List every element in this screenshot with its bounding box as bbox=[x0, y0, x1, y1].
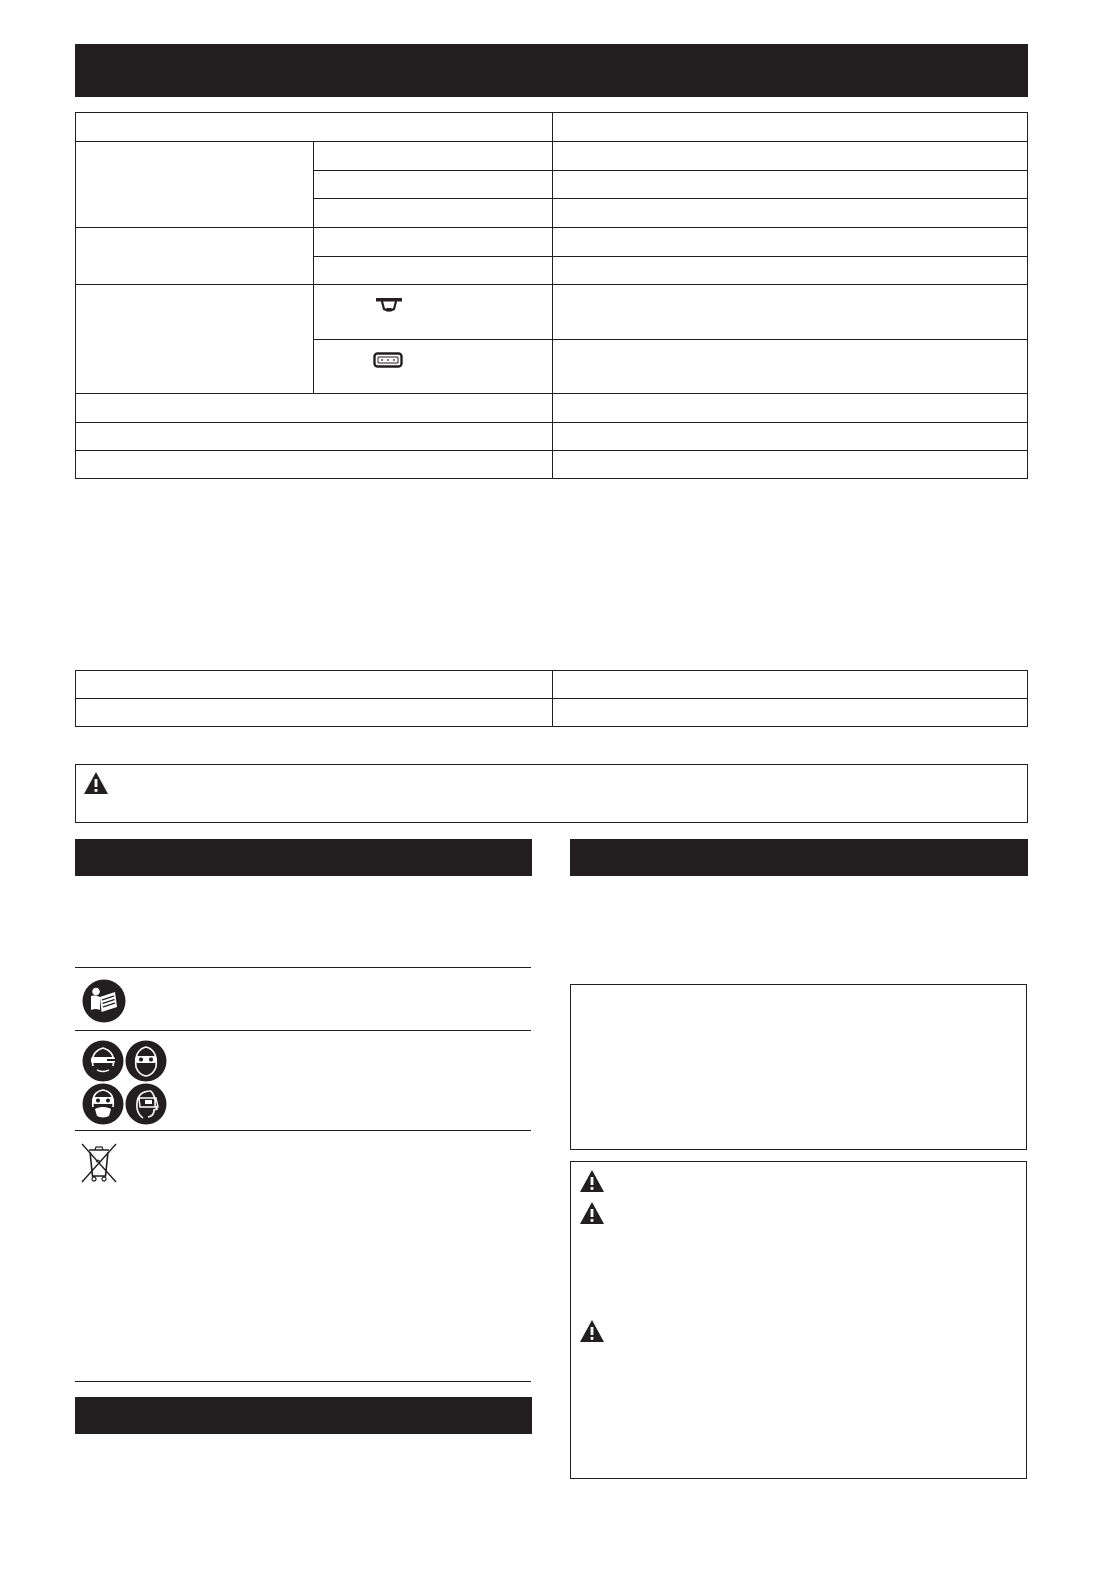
battery-table bbox=[75, 670, 1028, 727]
spec-value bbox=[552, 256, 1028, 284]
page-header-bar bbox=[75, 44, 1028, 97]
spec-value bbox=[552, 450, 1028, 479]
battery-label bbox=[75, 698, 552, 727]
symbols-section-title bbox=[75, 839, 532, 857]
spec-group-label bbox=[75, 284, 313, 393]
spec-label bbox=[75, 393, 552, 422]
specifications-table bbox=[75, 112, 1028, 479]
right-section-title bbox=[570, 839, 1028, 857]
spec-value bbox=[552, 198, 1028, 227]
symbol-description bbox=[180, 1040, 528, 1124]
notice-text bbox=[571, 985, 1026, 1149]
read-manual-icon bbox=[81, 979, 127, 1023]
safety-warnings-box bbox=[570, 1161, 1027, 1479]
spec-value bbox=[552, 170, 1028, 198]
ear-protection-icon bbox=[82, 1040, 124, 1082]
warning-triangle-icon bbox=[579, 1169, 605, 1193]
symbols-divider bbox=[75, 967, 531, 968]
warning-text bbox=[611, 1167, 1021, 1195]
spec-value bbox=[552, 284, 1028, 339]
notice-box bbox=[570, 984, 1027, 1150]
spec-label bbox=[75, 422, 552, 450]
spec-value bbox=[552, 422, 1028, 450]
warning-triangle-icon bbox=[579, 1319, 605, 1343]
symbol-description bbox=[130, 1142, 528, 1372]
spec-value bbox=[552, 227, 1028, 256]
spec-label bbox=[313, 227, 552, 256]
symbols-divider bbox=[75, 1381, 531, 1382]
spec-label bbox=[313, 198, 552, 227]
warning-text bbox=[116, 769, 1016, 819]
spec-value bbox=[552, 393, 1028, 422]
spec-group-label bbox=[75, 141, 313, 227]
second-section-header bbox=[75, 1397, 532, 1434]
symbols-divider bbox=[75, 1130, 531, 1131]
spec-label bbox=[313, 141, 552, 170]
page-title bbox=[75, 44, 1028, 68]
spec-value bbox=[552, 339, 1028, 393]
dust-mask-icon bbox=[82, 1083, 124, 1125]
spec-label bbox=[75, 112, 552, 141]
warning-text bbox=[611, 1317, 1021, 1467]
right-section-header bbox=[570, 839, 1028, 876]
wire-cup-brush-icon bbox=[373, 352, 403, 368]
battery-value bbox=[552, 670, 1028, 698]
grinding-wheel-icon bbox=[375, 296, 403, 314]
warning-triangle-icon bbox=[579, 1201, 605, 1225]
spec-label bbox=[313, 170, 552, 198]
symbol-description bbox=[140, 978, 528, 1024]
warning-triangle-icon bbox=[83, 771, 109, 795]
warning-text bbox=[611, 1199, 1021, 1309]
spec-label bbox=[313, 256, 552, 284]
battery-label bbox=[75, 670, 552, 698]
warning-box bbox=[75, 764, 1028, 823]
battery-value bbox=[552, 698, 1028, 727]
spec-value bbox=[552, 112, 1028, 141]
second-section-title bbox=[75, 1397, 532, 1415]
symbols-divider bbox=[75, 1030, 531, 1031]
spec-group-label bbox=[75, 227, 313, 284]
face-shield-icon bbox=[125, 1083, 167, 1125]
spec-value bbox=[552, 141, 1028, 170]
symbols-section-header bbox=[75, 839, 532, 876]
spec-label bbox=[75, 450, 552, 479]
crossed-bin-icon bbox=[80, 1142, 118, 1184]
eye-protection-icon bbox=[125, 1040, 167, 1082]
